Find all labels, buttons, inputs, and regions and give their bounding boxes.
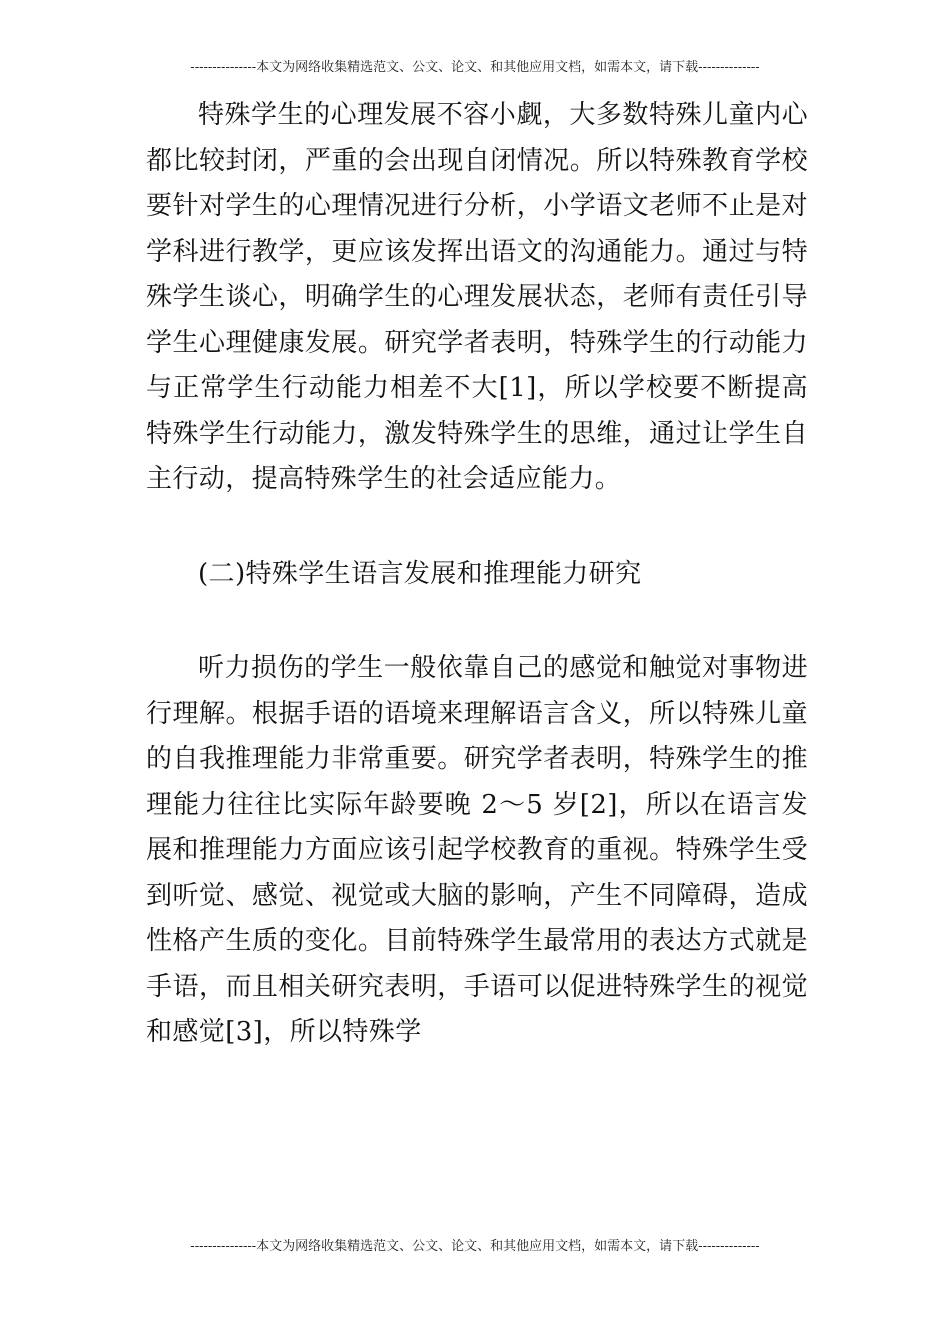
- section-heading: (二)特殊学生语言发展和推理能力研究: [198, 558, 642, 589]
- header-banner: ---------------本文为网络收集精选范文、公文、论文、和其他应用文档，如需本文，请下载--------------: [190, 60, 760, 75]
- paragraph-spacer: [146, 503, 808, 552]
- paragraph-language-reasoning: 听力损伤的学生一般依靠自己的感觉和触觉对事物进行理解。根据手语的语境来理解语言含义，所以特殊儿童的自我推理能力非常重要。研究学者表明，特殊学生的推理能力往往比实际年龄要晚 2～5 岁[2]，所以在语言发展和推理能力方面应该引起学校教育的重视。特殊学生受到听觉、感觉、视觉或大脑的影响，产生不同障碍，造成性格产生质的变化。目前特殊学生最常用的表达方式就是手语，而且相关研究表明，手语可以促进特殊学生的视觉和感觉[3]，所以特殊学: [146, 653, 808, 1047]
- footer-banner: ---------------本文为网络收集精选范文、公文、论文、和其他应用文档，如需本文，请下载--------------: [190, 1239, 760, 1254]
- paragraph-spacer: [146, 597, 808, 646]
- document-body: [146, 93, 808, 1056]
- paragraph-psychology: 特殊学生的心理发展不容小觑，大多数特殊儿童内心都比较封闭，严重的会出现自闭情况。所以特殊教育学校要针对学生的心理情况进行分析，小学语文老师不止是对学科进行教学，更应该发挥出语文的沟通能力。通过与特殊学生谈心，明确学生的心理发展状态，老师有责任引导学生心理健康发展。研究学者表明，特殊学生的行动能力与正常学生行动能力相差不大[1]，所以学校要不断提高特殊学生行动能力，激发特殊学生的思维，通过让学生自主行动，提高特殊学生的社会适应能力。: [146, 100, 808, 494]
